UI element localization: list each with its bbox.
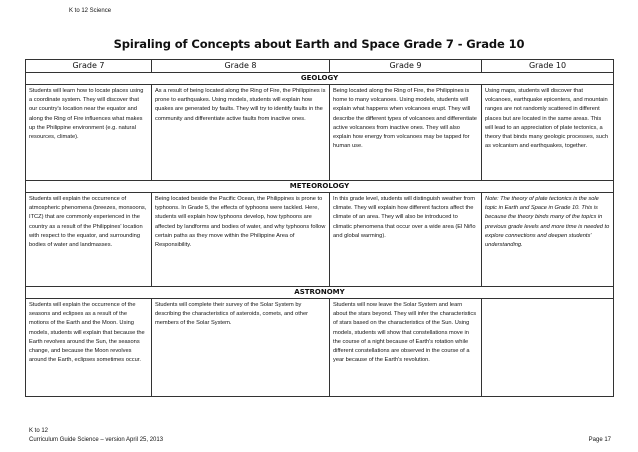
grade-header-10: Grade 10 bbox=[482, 60, 614, 73]
meteorology-grade-8-cell: Being located beside the Pacific Ocean, the Philippines is prone to typhoons. In Grade 5, the effects of typhoons were tackled. Here, students will explain how typhoons develop, how typhoons are affected by landforms and bodies of water, and why typhoons follow certain paths as they move within the Philippine Area of Responsibility. bbox=[152, 193, 330, 287]
footer-line-1: K to 12 bbox=[29, 428, 49, 434]
table-row-geology bbox=[26, 85, 614, 181]
meteorology-grade-9-cell: In this grade level, students will distinguish weather from climate. They will explain how different factors affect the climate of an area. They will also be introduced to climatic phenomena that occur over a wide area (El Niño and global warming). bbox=[330, 193, 482, 287]
document-top-label: K to 12 Science bbox=[69, 8, 112, 14]
geology-grade-10-cell: Using maps, students will discover that volcanoes, earthquake epicenters, and mountain ranges are not randomly scattered in different places but are located in the same areas. This will lead to an appreciation of plate tectonics, a theory that binds many geologic processes, such as volcanism and earthquakes, together. bbox=[482, 85, 614, 181]
curriculum-table bbox=[25, 59, 614, 397]
grade-header-9: Grade 9 bbox=[330, 60, 482, 73]
page-number: Page 17 bbox=[588, 437, 611, 443]
section-header-geology: GEOLOGY bbox=[26, 73, 614, 85]
geology-grade-9-cell: Being located along the Ring of Fire, the Philippines is home to many volcanoes. Using models, students will explain what happens when volcanoes erupt. They will describe the different types of volcanoes and differentiate active volcanoes from inactive ones. They will also explain how energy from volcanoes may be tapped for human use. bbox=[330, 85, 482, 181]
astronomy-grade-8-cell: Students will complete their survey of the Solar System by describing the characteristics of asteroids, comets, and other members of the Solar System. bbox=[152, 299, 330, 397]
geology-grade-8-cell: As a result of being located along the Ring of Fire, the Philippines is prone to earthquakes. Using models, students will explain how quakes are generated by faults. They will try to identify faults in the community and differentiate active faults from inactive ones. bbox=[152, 85, 330, 181]
table-row-astronomy bbox=[26, 299, 614, 397]
geology-grade-7-cell: Students will learn how to locate places using a coordinate system. They will discover that our country's location near the equator and along the Ring of Fire influences what makes up the Philippine environment (e.g. natural resources, climate). bbox=[26, 85, 152, 181]
meteorology-grade-10-note: Note: The theory of plate tectonics is the sole topic in Earth and Space in Grade 10. This is because the theory binds many of the topics in previous grade levels and more time is needed to explore connections and deepen students' understanding. bbox=[482, 193, 614, 287]
astronomy-grade-7-cell: Students will explain the occurrence of the seasons and eclipses as a result of the motions of the Earth and the Moon. Using models, students will explain that because the Earth revolves around the Sun, the seasons change, and because the Moon revolves around the Earth, eclipses sometimes occur. bbox=[26, 299, 152, 397]
astronomy-grade-9-cell: Students will now leave the Solar System and learn about the stars beyond. They will infer the characteristics of stars based on the characteristics of the Sun. Using models, students will show that constellations move in the course of a night because of Earth's rotation while different constellations are observed in the course of a year because of the Earth's revolution. bbox=[330, 299, 482, 397]
section-header-meteorology: METEOROLOGY bbox=[26, 181, 614, 193]
footer-line-2: Curriculum Guide Science – version April 25, 2013 bbox=[29, 437, 164, 443]
grade-header-row bbox=[26, 60, 614, 73]
page-title: Spiraling of Concepts about Earth and Space Grade 7 - Grade 10 bbox=[113, 37, 525, 51]
grade-header-8: Grade 8 bbox=[152, 60, 330, 73]
meteorology-grade-7-cell: Students will explain the occurrence of atmospheric phenomena (breezes, monsoons, ITCZ) that are commonly experienced in the country as a result of the Philippines' location with respect to the equator, and surrounding bodies of water and landmasses. bbox=[26, 193, 152, 287]
table-row-meteorology bbox=[26, 193, 614, 287]
section-header-astronomy: ASTRONOMY bbox=[26, 287, 614, 299]
grade-header-7: Grade 7 bbox=[26, 60, 152, 73]
astronomy-grade-10-cell bbox=[482, 299, 614, 397]
